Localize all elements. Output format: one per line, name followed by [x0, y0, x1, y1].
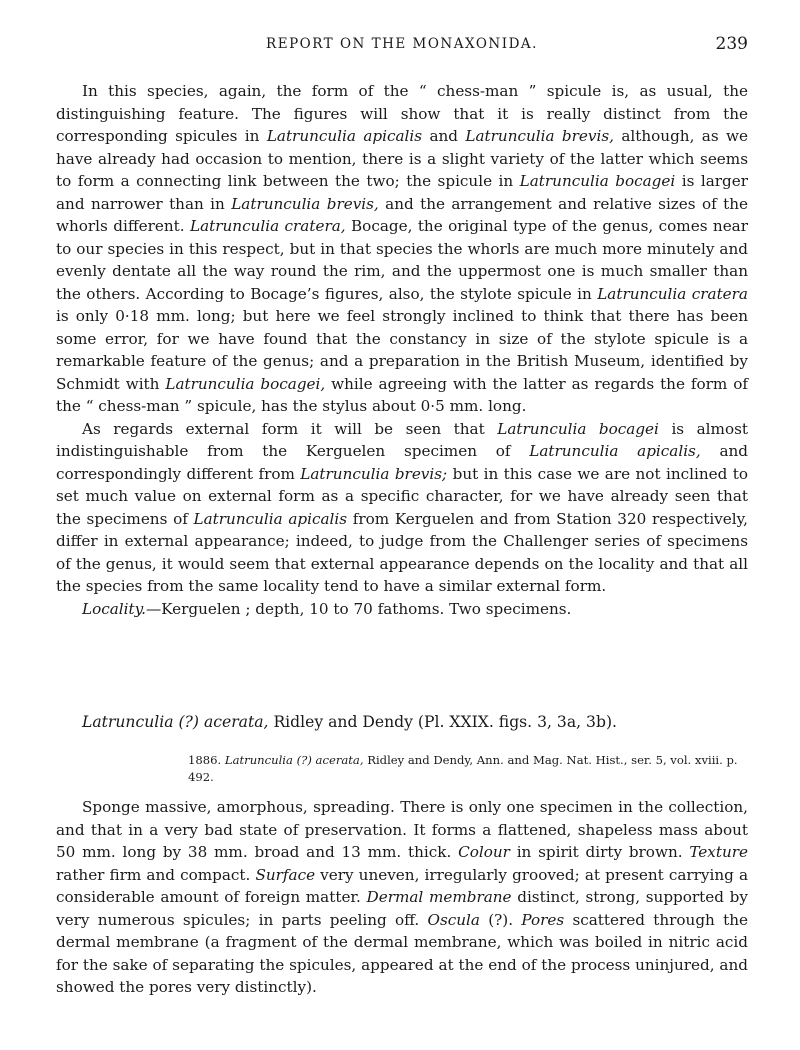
text-run: distinct, strong, supported by very numerous spicules; in parts peeling off.: [56, 888, 748, 929]
paragraph-locality: [56, 598, 748, 621]
reference-year: 1886.: [188, 753, 225, 767]
locality-text: —Kerguelen ; depth, 10 to 70 fathoms. Two specimens.: [146, 599, 572, 618]
text-run: although, as we have already had occasion to mention, there is a slight variety of the latter which seems to form a connecting link between the two; the spicule in: [56, 127, 749, 190]
text-run: Bocage, the original type of the genus, comes near to our species in this respect, but in that species the whorls are much more minutely and evenly dentate all the way round the rim, and the uppermost one is much smaller than the others. According to Bocage’s figures, also, the stylote spicule in: [56, 217, 748, 303]
text-run: in spirit dirty brown.: [509, 843, 690, 861]
text-run: Sponge massive, amorphous, spreading. There is only one specimen in the collection, and that in a very bad state of preservation. It forms a flattened, shapeless mass about 50 mm. long by 38 mm. broad and 13 mm. thick.: [56, 798, 748, 861]
taxon-name: Latrunculia brevis,: [231, 194, 379, 213]
species-authority: Ridley and Dendy (Pl. XXIX. figs. 3, 3a, 3b).: [268, 713, 617, 731]
text-run: (?).: [479, 910, 522, 929]
text-run: rather firm and compact.: [56, 865, 256, 884]
text-run: from Kerguelen and from Station 320 respectively, differ in external appearance; indeed, to judge from the Challenger series of specimens of the genus, it would seem that external appearance depends on the locality and that all the species from the same locality tend to have a similar external form.: [56, 509, 749, 595]
taxon-name: Latrunculia bocagei: [519, 172, 676, 190]
text-run: while agreeing with the latter as regards the form of the “ chess-man ” spicule, has the stylus about 0·5 mm. long.: [56, 374, 748, 415]
text-run: is almost indistinguishable from the Kerguelen specimen of: [56, 419, 748, 460]
page-number: 239: [715, 34, 748, 54]
text-run: and the arrangement and relative sizes of the whorls different.: [56, 194, 749, 235]
taxon-name: Latrunculia cratera: [597, 284, 748, 303]
text-block-upper: [56, 80, 748, 620]
taxon-name: Latrunculia apicalis: [266, 127, 423, 145]
text-run: is larger and narrower than in: [56, 172, 748, 213]
taxon-name: Latrunculia cratera,: [190, 217, 346, 235]
text-run: and: [422, 127, 466, 145]
character-term: Colour: [458, 843, 510, 861]
character-term: Surface: [255, 865, 316, 884]
character-term: Dermal membrane: [366, 888, 512, 906]
locality-label: Locality.: [82, 599, 146, 618]
reference-text: Ridley and Dendy, Ann. and Mag. Nat. Hist., ser. 5, vol. xviii. p. 492.: [188, 753, 738, 784]
text-run: In this species, again, the form of the “ chess-man ” spicule is, as usual, the distinguishing feature. The figures will show that it is really distinct from the corresponding spicules in: [56, 82, 748, 145]
paragraph-chessman-spicule: [56, 80, 748, 418]
paragraph-external-form: [56, 418, 748, 598]
text-run: very uneven, irregularly grooved; at present carrying a considerable amount of foreign matter.: [56, 865, 748, 906]
running-title: REPORT ON THE MONAXONIDA.: [266, 36, 538, 52]
character-term: Oscula: [427, 910, 480, 929]
taxon-name: Latrunculia apicalis: [193, 509, 348, 528]
taxon-name: Latrunculia brevis;: [300, 464, 448, 483]
page-header: [56, 36, 748, 56]
text-run: and correspondingly different from: [56, 442, 749, 483]
taxon-name: Latrunculia bocagei,: [165, 374, 326, 393]
species-heading: [82, 713, 617, 731]
paragraph-species-description: [56, 796, 748, 999]
bibliographic-reference: [188, 752, 748, 786]
text-run: but in this case we are not inclined to set much value on external form as a specific character, for we have already seen that the specimens of: [56, 464, 748, 528]
text-run: As regards external form it will be seen that: [82, 419, 498, 438]
taxon-name: Latrunculia apicalis,: [529, 442, 701, 460]
character-term: Texture: [689, 843, 748, 861]
taxon-name: Latrunculia bocagei: [497, 419, 659, 438]
text-run: scattered through the dermal membrane (a fragment of the dermal membrane, which was boiled in nitric acid for the sake of separating the spicules, appeared at the end of the process uninjured, and showed the pores very distinctly).: [56, 910, 748, 996]
taxon-name: Latrunculia brevis,: [465, 127, 614, 145]
character-term: Pores: [521, 910, 565, 929]
text-run: is only 0·18 mm. long; but here we feel strongly inclined to think that there has been some error, for we have found that the constancy in size of the stylote spicule is a remarkable feature of the genus; and a preparation in the British Museum, identified by Schmidt with: [56, 307, 748, 393]
text-block-lower: [56, 796, 748, 999]
species-name: Latrunculia (?) acerata,: [82, 713, 269, 731]
reference-taxon: Latrunculia (?) acerata,: [224, 753, 364, 767]
